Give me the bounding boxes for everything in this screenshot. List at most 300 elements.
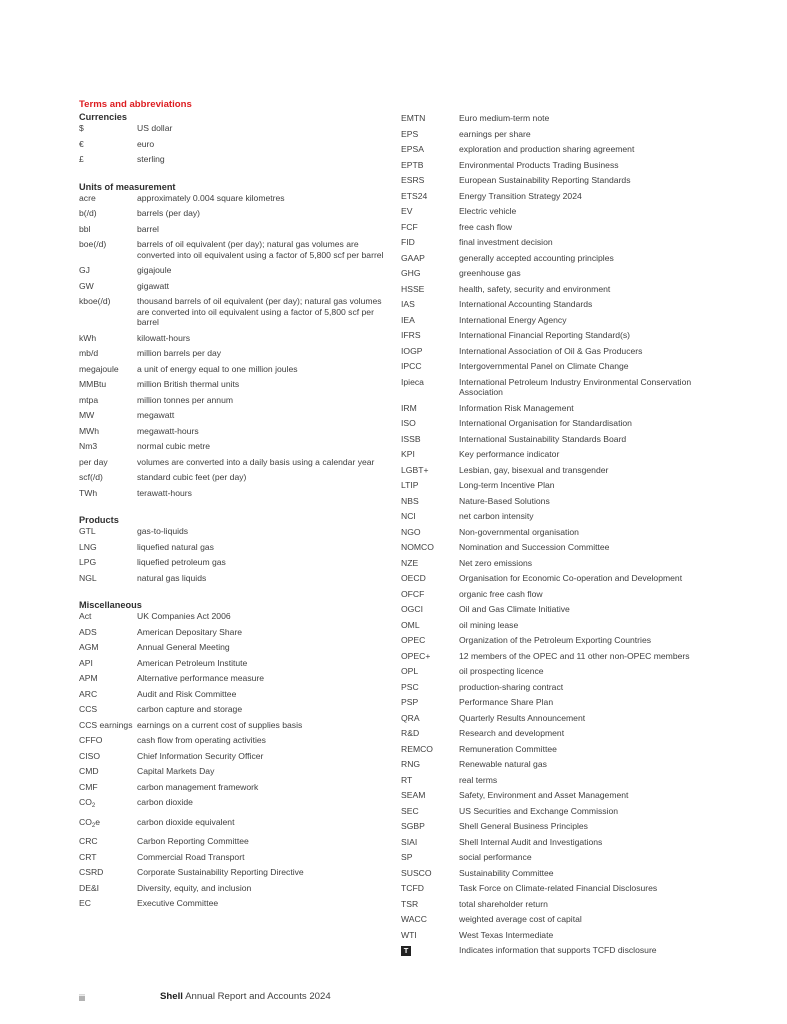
term-text: CCS [79,704,98,714]
glossary-definition: Nomination and Succession Committee [459,542,610,552]
glossary-entry [401,775,731,786]
glossary-entry [401,821,731,832]
term-text: mtpa [79,394,99,405]
glossary-entry [79,193,391,204]
glossary-term [401,268,459,279]
glossary-term [401,899,459,910]
term-text: RNG [401,759,421,769]
glossary-term [401,945,459,956]
term-text: OPEC [401,635,426,645]
glossary-definition: real terms [459,774,498,785]
left-column [79,112,391,914]
glossary-entry [79,782,391,793]
glossary-term [401,284,459,295]
glossary-definition: liquefied natural gas [137,541,214,552]
glossary-entry [401,868,731,879]
glossary-term [401,573,459,584]
glossary-entry [79,123,391,134]
glossary-entry [401,434,731,445]
glossary-term [401,144,459,155]
glossary-entry [401,377,731,398]
term-text: CSRD [79,867,104,877]
glossary-term [79,611,137,622]
glossary-term [401,837,459,848]
term-text: REMCO [401,743,433,754]
glossary-term [401,222,459,233]
glossary-section [79,182,391,499]
term-text: RT [401,774,413,785]
term-text: TWh [79,487,98,498]
glossary-definition: total shareholder return [459,898,548,909]
glossary-term [401,191,459,202]
glossary-definition: Key performance indicator [459,449,560,459]
glossary-definition: Sustainability Committee [459,867,554,878]
tcfd-icon: T [401,946,411,956]
glossary-definition: Safety, Environment and Asset Management [459,790,629,800]
glossary-entry [401,883,731,894]
glossary-entry [79,658,391,669]
glossary-definition: International Petroleum Industry Environmental Conservation Association [459,376,692,397]
glossary-definition: earnings per share [459,128,531,139]
term-text: GTL [79,526,96,536]
glossary-definition: barrel [137,223,159,234]
glossary-term [401,852,459,863]
glossary-term [401,713,459,724]
glossary-term [401,403,459,414]
glossary-definition: European Sustainability Reporting Standards [459,175,631,185]
term-text: CO [79,797,92,807]
term-text: CISO [79,750,101,761]
glossary-entry [79,542,391,553]
glossary-entry [401,914,731,925]
glossary-entry [79,573,391,584]
glossary-term [401,160,459,171]
glossary-definition: West Texas Intermediate [459,929,554,940]
glossary-term [401,651,459,662]
glossary-entry [79,364,391,375]
glossary-entry [79,395,391,406]
glossary-entry [401,930,731,941]
glossary-entry [401,449,731,460]
glossary-term [401,542,459,553]
term-text: AGM [79,642,99,652]
term-text: OGCI [401,604,423,614]
term-text: OML [401,619,420,630]
term-text: SIAI [401,836,418,847]
glossary-term [79,642,137,653]
glossary-entry [79,426,391,437]
glossary-definition: Research and development [459,728,565,738]
glossary-entry [401,852,731,863]
glossary-entry [401,635,731,646]
term-text: SUSCO [401,867,432,878]
term-text: Ipieca [401,376,424,387]
glossary-entry [79,239,391,260]
term-text: EPTB [401,159,424,170]
glossary-entry [79,689,391,700]
term-text: NZE [401,557,419,568]
glossary-term [401,589,459,600]
term-text: HSSE [401,283,425,294]
glossary-entry [401,284,731,295]
glossary-entry [401,713,731,724]
glossary-entry [79,720,391,731]
right-column [401,113,731,961]
term-text: scf(/d) [79,472,103,482]
term-text: PSC [401,681,419,692]
glossary-term [79,441,137,452]
glossary-term [401,377,459,388]
glossary-term [401,790,459,801]
glossary-entry [401,511,731,522]
glossary-entry [401,346,731,357]
term-text: R&D [401,728,420,738]
glossary-definition: International Accounting Standards [459,299,593,309]
glossary-definition: Electric vehicle [459,206,517,216]
glossary-definition: Renewable natural gas [459,759,547,769]
glossary-entry [401,253,731,264]
glossary-term [401,775,459,786]
glossary-entry [401,160,731,171]
term-text: MWh [79,425,100,436]
glossary-entry [79,472,391,483]
term-text: CO [79,816,92,827]
glossary-term [79,208,137,219]
glossary-term [401,418,459,429]
term-text: IOGP [401,345,423,356]
glossary-definition: cash flow from operating activities [137,735,266,745]
glossary-definition: health, safety, security and environment [459,283,611,294]
term-text: QRA [401,712,420,723]
term-text: NCI [401,511,416,521]
term-text: acre [79,192,96,203]
glossary-term [401,666,459,677]
glossary-definition: Quarterly Results Announcement [459,712,586,723]
glossary-term [79,154,137,165]
glossary-entry [79,751,391,762]
glossary-entry [401,206,731,217]
glossary-entry [79,265,391,276]
glossary-entry [401,744,731,755]
glossary-definition: Annual General Meeting [137,642,230,652]
glossary-entry [79,797,391,812]
glossary-definition: million British thermal units [137,379,240,389]
glossary-term [401,346,459,357]
glossary-definition: carbon management framework [137,781,259,792]
glossary-term [401,175,459,186]
glossary-definition: Organization of the Petroleum Exporting Countries [459,635,652,645]
glossary-definition: Chief Information Security Officer [137,750,264,761]
term-text: SGBP [401,821,425,831]
glossary-entry [79,457,391,468]
term-text: Nm3 [79,441,98,451]
section-heading: Products [79,515,119,525]
glossary-entry [401,697,731,708]
term-text: ETS24 [401,190,428,201]
glossary-definition: oil prospecting licence [459,666,544,676]
glossary-term [401,682,459,693]
term-text: ESRS [401,175,425,185]
glossary-definition: earnings on a current cost of supplies basis [137,719,303,730]
glossary-entry [401,315,731,326]
glossary-term [79,488,137,499]
glossary-entry [79,627,391,638]
glossary-entry [79,817,391,832]
term-text: MW [79,410,95,420]
glossary-definition: International Sustainability Standards Board [459,433,627,444]
glossary-term [79,123,137,134]
term-text: £ [79,154,84,164]
glossary-definition: a unit of energy equal to one million joules [137,363,298,374]
glossary-term [79,281,137,292]
glossary-entry [401,589,731,600]
term-text: LPG [79,557,97,567]
glossary-term [79,426,137,437]
glossary-definition: Net zero emissions [459,557,533,568]
term-text: EPS [401,128,419,139]
glossary-term [401,744,459,755]
glossary-definition: production-sharing contract [459,681,564,692]
glossary-term [401,604,459,615]
term-text: ADS [79,626,97,637]
glossary-entry [79,410,391,421]
glossary-entry [79,766,391,777]
glossary-definition: organic free cash flow [459,588,543,599]
term-text: CFFO [79,735,103,745]
glossary-term [401,883,459,894]
glossary-entry [79,488,391,499]
glossary-section [79,600,391,909]
glossary-term [401,930,459,941]
glossary-entry [401,418,731,429]
term-text: OPL [401,666,419,676]
glossary-entry [401,527,731,538]
term-text: EV [401,206,413,216]
glossary-definition: volumes are converted into a daily basis using a calendar year [137,456,375,467]
glossary-term [79,296,137,307]
glossary-term [79,224,137,235]
term-text: CCS earnings [79,719,133,730]
glossary-term [79,766,137,777]
glossary-definition: barrels of oil equivalent (per day); natural gas volumes are converted into oil equivalent using a factor of 5,800 scf per barrel [137,239,384,260]
glossary-definition: Intergovernmental Panel on Climate Change [459,361,629,371]
glossary-entry [401,728,731,739]
glossary-term [401,449,459,460]
glossary-definition: Environmental Products Trading Business [459,159,619,170]
glossary-term [79,526,137,537]
glossary-entry [401,899,731,910]
glossary-term [79,573,137,584]
glossary-definition: oil mining lease [459,619,519,630]
term-subscript: 2 [91,822,96,829]
glossary-definition: gigajoule [137,265,172,275]
term-text: API [79,657,93,668]
term-text: NGL [79,572,97,583]
glossary-definition: American Depositary Share [137,626,243,637]
term-text: ISO [401,418,416,428]
glossary-definition: net carbon intensity [459,511,534,521]
glossary-definition: megawatt [137,410,175,420]
term-text: IEA [401,314,415,325]
term-text: IRM [401,402,417,413]
glossary-definition: US Securities and Exchange Commission [459,805,619,816]
glossary-definition: million tonnes per annum [137,394,234,405]
term-text: $ [79,123,84,133]
glossary-definition: gas-to-liquids [137,526,189,536]
glossary-term [401,806,459,817]
glossary-term [401,434,459,445]
glossary-definition: Capital Markets Day [137,766,215,776]
glossary-definition: greenhouse gas [459,268,521,278]
term-text: PSP [401,697,419,707]
glossary-definition: terawatt-hours [137,487,192,498]
term-text: SEC [401,805,419,816]
glossary-term [79,689,137,700]
glossary-definition: Energy Transition Strategy 2024 [459,190,582,201]
term-text: megajoule [79,363,119,374]
term-text: CMF [79,781,98,792]
glossary-definition: normal cubic metre [137,441,211,451]
term-subscript: 2 [91,803,96,809]
glossary-entry [401,175,731,186]
glossary-definition: International Organisation for Standardisation [459,418,632,428]
glossary-definition: Executive Committee [137,898,219,908]
glossary-definition: Oil and Gas Climate Initiative [459,604,570,614]
glossary-entry [401,191,731,202]
glossary-entry [401,790,731,801]
glossary-entry [401,945,731,956]
glossary-term [79,410,137,421]
glossary-definition: natural gas liquids [137,572,207,583]
glossary-term [79,735,137,746]
glossary-term [401,496,459,507]
term-text: OECD [401,573,426,583]
term-text: MMBtu [79,379,107,389]
glossary-term [401,728,459,739]
glossary-entry [79,836,391,847]
brand-name: Shell [160,991,183,1002]
term-text: NOMCO [401,542,434,552]
glossary-definition: megawatt-hours [137,425,199,436]
term-text: SEAM [401,790,426,800]
glossary-entry [401,558,731,569]
glossary-term [79,852,137,863]
glossary-term [79,658,137,669]
glossary-entry [79,348,391,359]
glossary-entry [401,237,731,248]
term-text: IAS [401,299,415,309]
page-title: Terms and abbreviations [79,99,192,110]
glossary-entry [401,299,731,310]
term-text: GJ [79,265,90,275]
glossary-definition: Commercial Road Transport [137,851,245,862]
term-suffix: e [95,816,101,827]
glossary-term [401,527,459,538]
glossary-definition: Lesbian, gay, bisexual and transgender [459,464,609,475]
glossary-definition: Organisation for Economic Co-operation and Development [459,573,683,583]
glossary-definition: Shell Internal Audit and Investigations [459,836,603,847]
glossary-term [401,914,459,925]
page-number: iii [79,993,85,1003]
section-heading: Units of measurement [79,181,176,192]
glossary-entry [401,129,731,140]
glossary-entry [79,704,391,715]
glossary-definition: weighted average cost of capital [459,914,582,924]
glossary-definition: International Financial Reporting Standard(s) [459,330,631,340]
glossary-term [401,635,459,646]
report-title: Annual Report and Accounts 2024 [185,991,331,1002]
term-text: OFCF [401,588,425,599]
glossary-entry [401,222,731,233]
glossary-definition: liquefied petroleum gas [137,557,226,567]
term-text: KPI [401,449,415,459]
glossary-entry [79,642,391,653]
glossary-entry [401,480,731,491]
term-text: Act [79,611,92,621]
term-text: WACC [401,914,427,924]
glossary-entry [401,330,731,341]
term-text: LGBT+ [401,464,429,475]
glossary-term [401,480,459,491]
glossary-definition: US dollar [137,123,173,133]
glossary-definition: Task Force on Climate-related Financial Disclosures [459,883,658,893]
glossary-definition: carbon dioxide [137,797,193,807]
glossary-term [79,139,137,150]
glossary-term [401,113,459,124]
glossary-entry [401,542,731,553]
glossary-definition: Long-term Incentive Plan [459,480,555,490]
glossary-term [79,557,137,568]
glossary-term [79,348,137,359]
glossary-term [401,620,459,631]
glossary-term [401,759,459,770]
glossary-entry [401,361,731,372]
term-text: TCFD [401,883,424,893]
glossary-definition: free cash flow [459,221,513,232]
glossary-definition: generally accepted accounting principles [459,252,614,263]
term-text: FID [401,237,415,247]
glossary-entry [79,208,391,219]
section-heading: Currencies [79,112,128,122]
glossary-term [79,817,137,832]
term-text: NGO [401,526,421,537]
section-heading: Miscellaneous [79,600,142,610]
glossary-term [79,395,137,406]
glossary-definition: American Petroleum Institute [137,657,248,668]
glossary-definition: standard cubic feet (per day) [137,472,247,482]
glossary-section [79,515,391,583]
glossary-entry [79,557,391,568]
term-text: LNG [79,541,97,552]
term-text: EPSA [401,144,424,154]
term-text: GAAP [401,252,425,263]
glossary-term [79,265,137,276]
glossary-entry [79,296,391,328]
glossary-entry [79,898,391,909]
glossary-term [401,511,459,522]
glossary-entry [401,682,731,693]
glossary-entry [79,673,391,684]
glossary-entry [401,759,731,770]
term-text: b(/d) [79,208,97,218]
term-text: DE&I [79,882,100,893]
glossary-term [79,472,137,483]
glossary-entry [79,441,391,452]
glossary-definition: Shell General Business Principles [459,821,588,831]
glossary-definition: UK Companies Act 2006 [137,611,231,621]
glossary-term [401,299,459,310]
glossary-definition: Nature-Based Solutions [459,495,550,506]
